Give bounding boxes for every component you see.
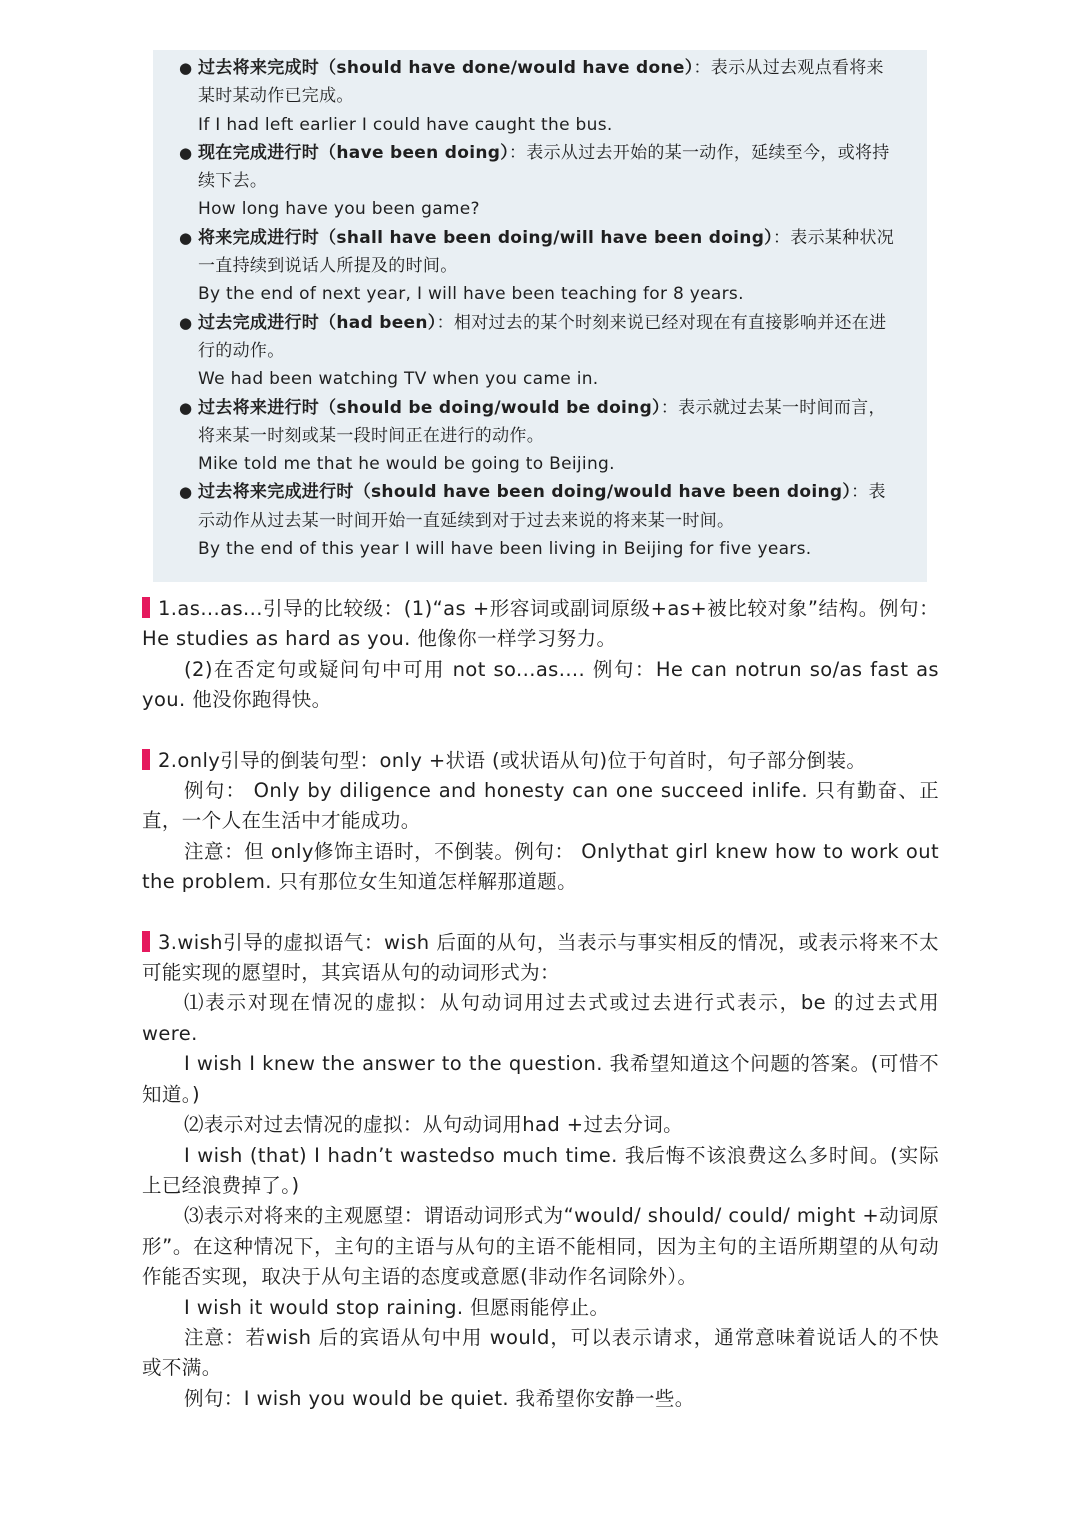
bullet-icon: ● [179,483,193,502]
section-heading-paragraph [142,746,939,776]
heading-bar-icon [142,749,150,770]
tense-description: ：表示从过去开始的某一动作，延续至今，或将持续下去。 [198,142,890,192]
paragraph: ⑶表示对将来的主观愿望：谓语动词形式为“would/ should/ could/ might +动词原形”。在这种情况下，主句的主语与从句的主语不能相同，因为主句的主语所期望的从句动作能否实现，取决于从句主语的态度或意愿(非动作名词除外）。 [142,1204,939,1289]
paragraph: (2)在否定句或疑问句中可用 not so...as.... 例句：He can notrun so/as fast as you. 他没你跑得快。 [142,657,939,712]
paragraph: I wish it would stop raining. 但愿雨能停止。 [184,1295,610,1319]
bullet-icon: ● [179,313,193,332]
grammar-sections [142,594,939,1444]
section-heading-paragraph [142,928,939,989]
paragraph: 注意：若wish 后的宾语从句中用 would，可以表示请求，通常意味着说话人的不快或不满。 [142,1325,939,1380]
tense-name: 现在完成进行时（have been doing） [198,142,509,163]
bullet-icon: ● [179,143,193,162]
tense-description: ：表示动作从过去某一时间开始一直延续到对于过去来说的将来某一时间。 [198,482,886,531]
paragraph: 例句： Only by diligence and honesty can one succeed inlife. 只有勤奋、正直，一个人在生活中才能成功。 [142,779,939,833]
tense-item [179,54,901,139]
bullet-icon: ● [179,228,193,247]
tense-summary-box [153,50,927,582]
paragraph: I wish I knew the answer to the question. 我希望知道这个问题的答案。(可惜不知道。) [142,1052,939,1106]
paragraph: ⑴表示对现在情况的虚拟：从句动词用过去式或过去进行式表示，be 的过去式用were. [142,991,939,1045]
section-heading-paragraph [142,594,939,655]
tense-name: 过去完成进行时（had been） [198,312,437,333]
tense-name: 过去将来进行时（should be doing/would be doing） [198,397,661,418]
example-sentence: Mike told me that he would be going to Beijing. [198,454,615,475]
tense-name: 过去将来完成进行时（should have been doing/would have been doing） [198,482,852,503]
tense-item [179,139,901,224]
bullet-icon: ● [179,59,193,77]
heading-bar-icon [142,931,150,952]
tense-name: 将来完成进行时（shall have been doing/will have been doing） [198,227,773,248]
paragraph-text: 1.as...as...引导的比较级：(1)“as +形容词或副词原级+as+被比较对象”结构。例句： He studies as hard as you. 他像你一样学习努力。 [142,597,939,651]
paragraph: I wish (that) I hadn’t wastedso much time. 我后悔不该浪费这么多时间。(实际上已经浪费掉了。) [142,1143,939,1197]
paragraph: 注意：但 only修饰主语时，不倒装。例句： Onlythat girl knew how to work out the problem. 只有那位女生知道怎样解那道题。 [142,839,939,894]
tense-description: ：表示就过去某一时间而言，将来某一时刻或某一段时间正在进行的动作。 [198,397,886,446]
example-sentence: By the end of this year I will have been living in Beijing for five years. [198,539,812,560]
paragraph: ⑵表示对过去情况的虚拟：从句动词用had +过去分词。 [184,1113,684,1137]
tense-name: 过去将来完成时（should have done/would have done） [198,58,694,78]
tense-item [179,394,901,479]
example-sentence: We had been watching TV when you came in. [198,369,599,390]
section-only-inversion [142,746,939,898]
paragraph: 例句：I wish you would be quiet. 我希望你安静一些。 [184,1386,695,1410]
example-sentence: If I had left earlier I could have caught the bus. [198,114,613,135]
bullet-icon: ● [179,398,193,417]
tense-description: ：表示从过去观点看将来某时某动作已完成。 [198,58,884,107]
paragraph-text: 2.only引导的倒装句型：only +状语 (或状语从句)位于句首时，句子部分倒装。 [158,748,867,772]
example-sentence: How long have you been game? [198,199,480,220]
paragraph-text: 3.wish引导的虚拟语气：wish 后面的从句，当表示与事实相反的情况，或表示将来不太可能实现的愿望时，其宾语从句的动词形式为： [142,930,939,985]
example-sentence: By the end of next year, I will have been teaching for 8 years. [198,284,744,305]
tense-description: ：表示某种状况一直持续到说话人所提及的时间。 [198,227,895,277]
heading-bar-icon [142,597,150,618]
tense-description: ：相对过去的某个时刻来说已经对现在有直接影响并还在进行的动作。 [198,312,887,361]
tense-item [179,309,901,394]
section-as-as [142,594,939,716]
tense-item [179,478,901,563]
tense-item [179,224,901,309]
section-wish-subjunctive [142,928,939,1415]
